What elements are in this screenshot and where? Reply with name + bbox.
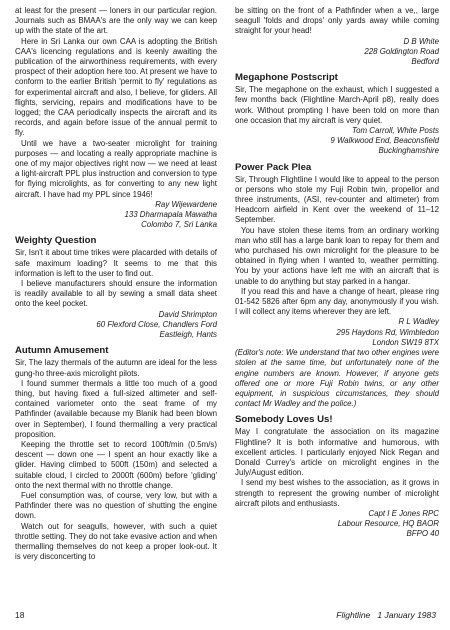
issue-date: 1 January 1983 — [377, 610, 436, 620]
signature-address: 295 Haydons Rd, Wimbledon — [336, 327, 439, 337]
letter-text: I send my best wishes to the association, as it grows in strength to represent the growing number of microlight aircraft pilots and enthusiasts. — [235, 478, 439, 508]
letter-signature — [235, 509, 439, 540]
page-number: 18 — [15, 610, 25, 620]
signature-address: Labour Resource, HQ BAOR — [337, 519, 439, 529]
letter-text: Sir, Isn't it about time trikes were placarded with details of safe maximum loading? It seems to me that this information is left to the user to find out. — [15, 248, 217, 278]
letter-text: If you read this and have a change of heart, please ring 01-542 5826 after 6pm any day, anonymously if you wish. I will collect any items wherever they are left. — [235, 286, 439, 317]
signature-address: Colombo 7, Sri Lanka — [141, 220, 217, 230]
letter-text: be sitting on the front of a Pathfinder when a ve,, large seagull 'folds and drops' only yards away while coming straight for your head! — [235, 6, 439, 36]
letter-heading: Megaphone Postscript — [235, 72, 338, 84]
letter-text: Keeping the throttle set to record 100ft/min (0.5m/s) descent — down one — I spent an hour exactly like a glider. Having climbed to 500ft (150m) and selected a suitable cloud, I circled to 2000ft (600m) before 'gliding' onto the next thermal with no throttle change. — [15, 439, 217, 490]
running-footer — [336, 610, 436, 620]
signature-address: Buckinghamshire — [378, 146, 439, 156]
letter-signature — [235, 37, 439, 68]
letter-text: Sir, Through Flightline I would like to appeal to the person or persons who stole my Fuji Robin twin, propellor and three instruments, (ASI, rev-counter and altimeter) from Headcorn airfield in Kent over the weekend of 11–12 September. — [235, 174, 439, 225]
letter-text: Sir, The megaphone on the exhaust, which I suggested a few months back (Flightline March-April p8), really does work. Without prompting I have been told on more than one occasion that my aircraft is very quiet. — [235, 85, 439, 125]
signature-name: Tom Carroll, White Posts — [352, 126, 439, 136]
signature-name: Ray Wijewardene — [155, 199, 217, 209]
letter-text: Until we have a two-seater microlight for training purposes — and locating a really appropriate machine is one of my major objectives right now — we need at least a light-aircraft PPL plus instruction and conversion to type for flying microlights, as for converting to any new light aircraft. I have had my PPL since 1946! — [15, 138, 217, 199]
signature-address: 60 Flexford Close, Chandlers Ford — [96, 319, 217, 329]
right-column — [235, 6, 439, 540]
letter-heading: Somebody Loves Us! — [235, 414, 333, 426]
signature-address: Eastleigh, Hants — [159, 330, 217, 340]
magazine-name: Flightline — [336, 610, 371, 620]
signature-address: London SW19 8TX — [372, 337, 439, 347]
letter-signature — [235, 126, 439, 157]
signature-address: 133 Dharmapala Mawatha — [124, 210, 217, 220]
signature-name: R L Wadley — [398, 317, 439, 327]
signature-name: Capt I E Jones RPC — [368, 508, 439, 518]
letter-signature — [15, 310, 217, 341]
letter-text: I believe manufacturers should ensure the information is readily available to all by sewing a small data sheet onto the keel pocket. — [15, 279, 217, 309]
signature-address: BFPO 40 — [406, 529, 439, 539]
letter-text: I found summer thermals a little too much of a good thing, but having fixed a full-sized altimeter and self-contained variometer onto the seat frame of my Pathfinder (available because my Blanik had been blown over in September), I found thermalling a very practical proposition. — [15, 378, 217, 439]
letter-text: at least for the present — loners in our particular region. Journals such as BMAA's are the only way we can keep up with the state of the art. — [15, 6, 217, 36]
signature-address: 228 Goldington Road — [364, 46, 439, 56]
left-column — [15, 6, 217, 562]
signature-address: Bedford — [411, 57, 439, 67]
signature-address: 9 Walkwood End, Beaconsfield — [330, 136, 439, 146]
letter-text: Here in Sri Lanka our own CAA is adopting the British CAA's licencing regulations and is keenly awaiting the publication of the airworthiness requirements, with every prospect of their adoption here too. At present we have to conform to the earlier British 'permit to fly' regulations as for experimental aircraft and also, I believe, for gliders. All flights, servicing, repairs and modifications have to be logged; the CAA periodically inspects the aircraft and its records, and again before issue of the annual permit to fly. — [15, 36, 217, 138]
letter-signature — [15, 200, 217, 231]
letter-text: Sir, The lazy thermals of the autumn are ideal for the less gung-ho three-axis microlight pilots. — [15, 358, 217, 378]
letter-text: Watch out for seagulls, however, with such a quiet throttle setting. They do not take evasive action and when thermalling themselves do not keep a proper look-out. It is very disconcerting to — [15, 521, 217, 562]
letter-text: You have stolen these items from an ordinary working man who still has a large bank loan to repay for them and who purchased his own microlight for the pleasure to be obtained in flying when I wanted to, weather permitting. You by your actions have left me with an aircraft that is unable to do anything but stay parked in a hangar. — [235, 225, 439, 286]
letter-heading: Weighty Question — [15, 235, 97, 247]
signature-name: D B White — [403, 36, 439, 46]
letter-heading: Power Pack Plea — [235, 161, 312, 173]
signature-name: David Shrimpton — [158, 309, 217, 319]
editors-note: (Editor's note: We understand that two other engines were stolen at the same time, but unfortunately none of the engine numbers are known. However, if anyone gets offered one or more Fuji Robin twins, or any other equipment, in suspicious circumstances, they should contact Mr Wadley and the police.) — [235, 348, 439, 409]
letter-text: May I congratulate the association on its magazine Flightline? It is both informative and humorous, with excellent articles. I particularly enjoyed Nick Regan and Donald Currey's article on microlight engines in the July/August edition. — [235, 427, 439, 478]
letter-text: Fuel consumption was, of course, very low, but with a Pathfinder there was no question of shutting the engine down. — [15, 490, 217, 521]
letter-heading: Autumn Amusement — [15, 345, 109, 357]
letter-signature — [235, 317, 439, 348]
